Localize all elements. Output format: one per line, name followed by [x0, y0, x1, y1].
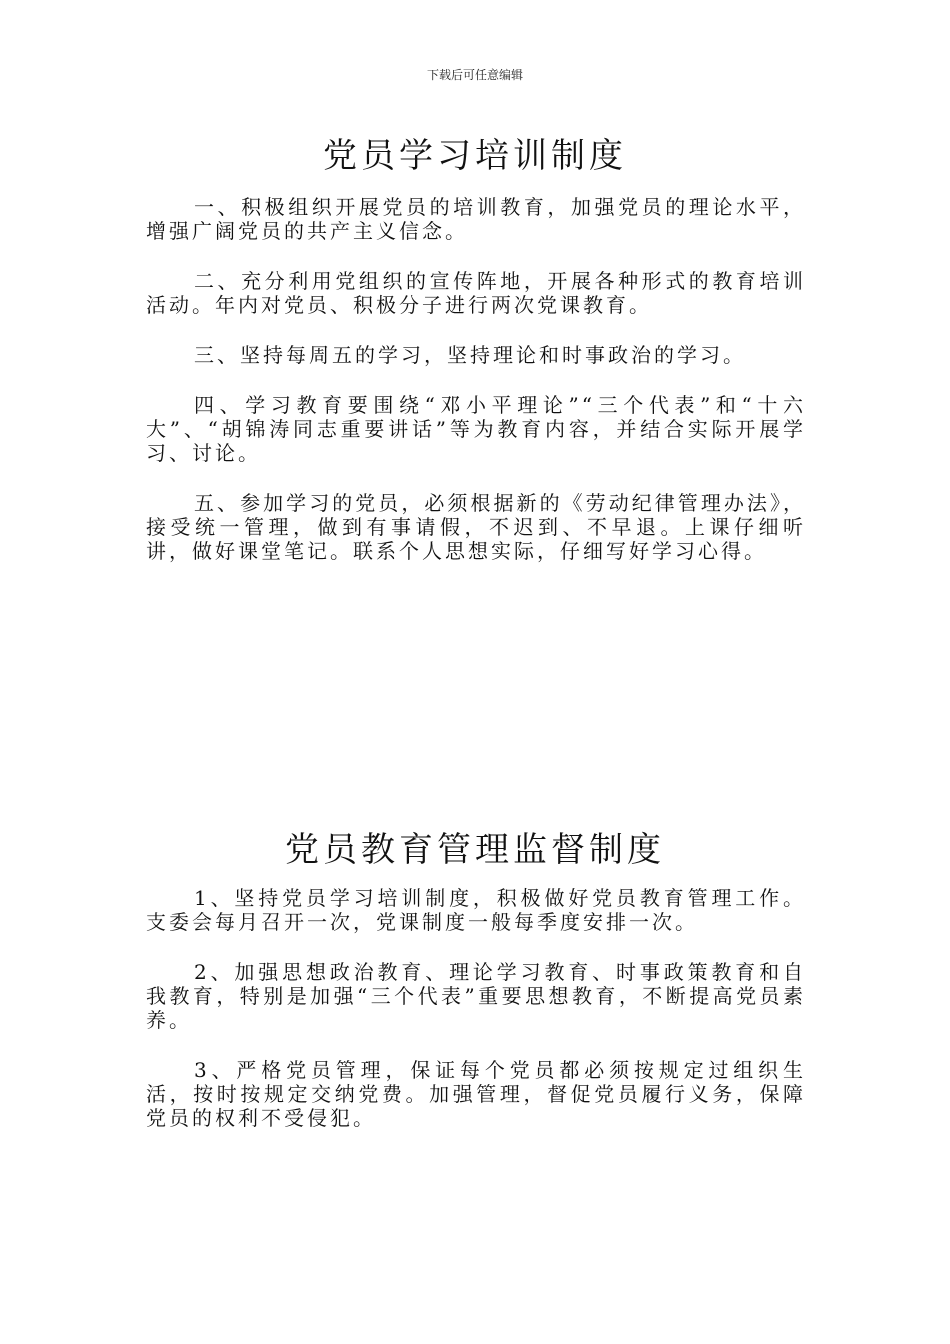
document-title: 党员教育管理监督制度 [285, 830, 665, 870]
document-body [146, 886, 806, 1156]
paragraph: 一、积极组织开展党员的培训教育，加强党员的理论水平，增强广阔党员的共产主义信念。 [146, 195, 806, 243]
header-note: 下载后可任意编辑 [426, 68, 523, 82]
paragraph: 三、坚持每周五的学习，坚持理论和时事政治的学习。 [194, 343, 746, 367]
document-title: 党员学习培训制度 [323, 136, 627, 176]
paragraph: 3、严格党员管理，保证每个党员都必须按规定过组织生活，按时按规定交纳党费。加强管理，督促党员履行义务，保障党员的权利不受侵犯。 [146, 1058, 806, 1130]
paragraph: 二、充分利用党组织的宣传阵地，开展各种形式的教育培训活动。年内对党员、积极分子进行两次党课教育。 [146, 269, 806, 317]
paragraph: 1、坚持党员学习培训制度，积极做好党员教育管理工作。支委会每月召开一次，党课制度一般每季度安排一次。 [146, 886, 806, 934]
paragraph: 2、加强思想政治教育、理论学习教育、时事政策教育和自我教育，特别是加强“三个代表”重要思想教育，不断提高党员素养。 [146, 960, 806, 1032]
paragraph: 四、学习教育要围绕“邓小平理论”“三个代表”和“十六大”、“胡锦涛同志重要讲话”等为教育内容，并结合实际开展学习、讨论。 [146, 393, 806, 465]
document-body [146, 195, 806, 589]
paragraph: 五、参加学习的党员，必须根据新的《劳动纪律管理办法》，接受统一管理，做到有事请假，不迟到、不早退。上课仔细听讲，做好课堂笔记。联系个人思想实际，仔细写好学习心得。 [146, 491, 806, 563]
